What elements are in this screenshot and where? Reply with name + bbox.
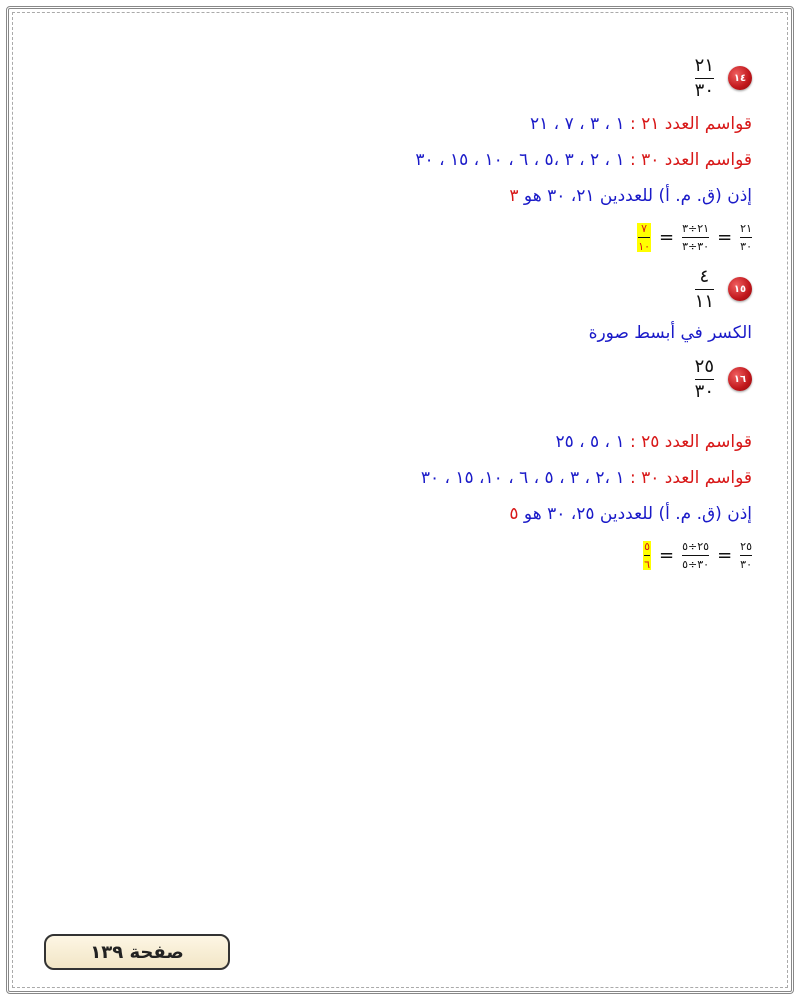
page-number-label: صفحة ١٣٩ [44,934,230,970]
original-fraction: $\frac{٢١}{٣٠}$ [740,221,752,253]
problem-number-badge: ١٤ [728,66,752,90]
problem-fraction: $\frac{٤}{١١}$ [694,265,714,312]
simplest-form-statement: الكسر في أبسط صورة [588,323,752,343]
divisors-line: قواسم العدد ٢١ : ١ ، ٣ ، ٧ ، ٢١ [530,114,752,134]
problem-number-badge: ١٥ [728,277,752,301]
simplification-equation: $\frac{٢٥}{٣٠}$ = $\frac{٢٥\div ٥}{٣٠\div ٥}$ = $\frac{٥}{٦}$ [644,539,752,571]
content [32,50,752,578]
division-fraction: $\frac{٢٥\div ٥}{٣٠\div ٥}$ [682,539,710,571]
gcd-conclusion: إذن (ق. م. أ) للعددين ٢٥، ٣٠ هو ٥ [509,504,752,524]
division-fraction: $\frac{٢١\div ٣}{٣٠\div ٣}$ [682,221,710,253]
divisors-line: قواسم العدد ٢٥ : ١ ، ٥ ، ٢٥ [555,432,752,452]
simplified-fraction: $\frac{٧}{١٠}$ [638,221,651,253]
divisors-line: قواسم العدد ٣٠ : ١ ،٢ ، ٣ ، ٥ ، ٦ ، ١٠، ١٥ ، ٣٠ [420,468,752,488]
simplified-fraction: $\frac{٥}{٦}$ [644,539,651,571]
problem-15-header [32,260,752,318]
simplification-equation: $\frac{٢١}{٣٠}$ = $\frac{٢١\div ٣}{٣٠\div ٣}$ = $\frac{٧}{١٠}$ [638,221,752,253]
problem-16-header [32,348,752,410]
problem-14-header [32,50,752,106]
problem-fraction: $\frac{٢١}{٣٠}$ [694,54,714,101]
gcd-conclusion: إذن (ق. م. أ) للعددين ٢١، ٣٠ هو ٣ [509,186,752,206]
divisors-line: قواسم العدد ٣٠ : ١ ، ٢ ، ٣ ،٥ ، ٦ ، ١٠ ، ١٥ ، ٣٠ [415,150,752,170]
problem-fraction: $\frac{٢٥}{٣٠}$ [694,355,714,402]
original-fraction: $\frac{٢٥}{٣٠}$ [740,539,752,571]
problem-number-badge: ١٦ [728,367,752,391]
